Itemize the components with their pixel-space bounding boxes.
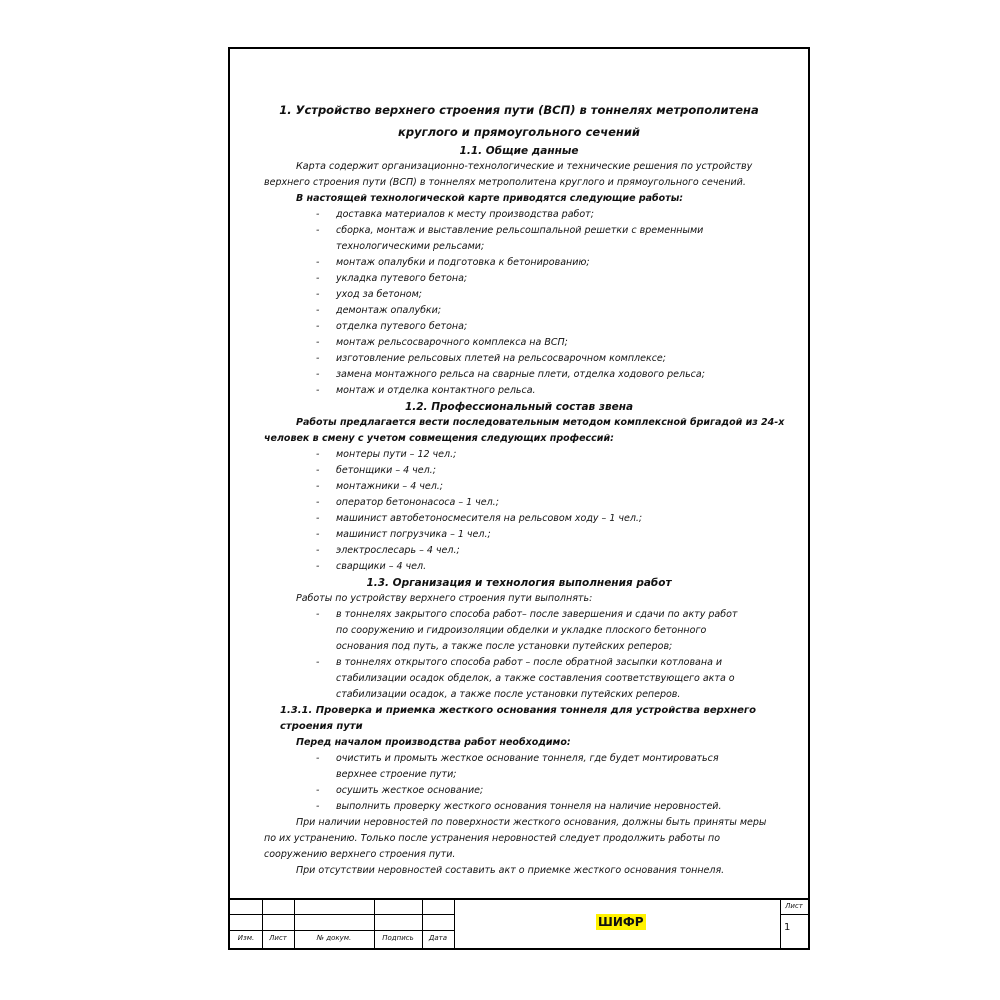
section-1-2-heading: 1.2. Профессиональный состав звена bbox=[404, 401, 634, 413]
list-item: - бетонщики – 4 чел.; bbox=[316, 465, 436, 476]
list-item-text: доставка материалов к месту производства работ; bbox=[336, 209, 594, 220]
list-item-text: монтаж рельсосварочного комплекса на ВСП; bbox=[336, 337, 568, 348]
list-item-text: сварщики – 4 чел. bbox=[336, 561, 427, 572]
stamp-row-line bbox=[230, 914, 454, 915]
section-1-2-lead: Работы предлагается вести последовательным методом комплексной бригадой из 24-х человек в смену с учетом совмещения следующих профессий: bbox=[264, 417, 785, 444]
list-item-text: очистить и промыть жесткое основание тоннеля, где будет монтироваться верхнее строение пути; bbox=[336, 753, 719, 780]
list-item: - отделка путевого бетона; bbox=[316, 321, 468, 332]
list-item-text: осушить жесткое основание; bbox=[336, 785, 484, 796]
conditions-list bbox=[230, 607, 808, 703]
section-1-3-1-paragraph-2: При отсутствии неровностей составить акт о приемке жесткого основания тоннеля. bbox=[296, 865, 725, 876]
prep-list bbox=[230, 751, 808, 815]
list-item: - доставка материалов к месту производства работ; bbox=[316, 209, 594, 220]
works-list bbox=[230, 207, 808, 399]
list-item: - машинист автобетоносмесителя на рельсовом ходу – 1 чел.; bbox=[316, 513, 643, 524]
document-body bbox=[230, 99, 808, 879]
list-item-text: машинист погрузчика – 1 чел.; bbox=[336, 529, 491, 540]
list-item: - укладка путевого бетона; bbox=[316, 273, 468, 284]
list-item: - машинист погрузчика – 1 чел.; bbox=[316, 529, 491, 540]
list-item-text: уход за бетоном; bbox=[336, 289, 422, 300]
list-item-text: изготовление рельсовых плетей на рельсосварочном комплексе; bbox=[336, 353, 666, 364]
section-1-3-heading: 1.3. Организация и технология выполнения работ bbox=[366, 577, 672, 589]
list-item: - в тоннелях закрытого способа работ– после завершения и сдачи по акту работ по сооружению и гидроизоляции обделки и укладке плоского бетонного основания под путь, а также после установки путейских реперов; bbox=[316, 609, 738, 652]
stamp-label-doc-no: № докум. bbox=[316, 934, 352, 942]
list-item-text: монтеры пути – 12 чел.; bbox=[336, 449, 457, 460]
document-sheet bbox=[228, 47, 810, 950]
list-item: - уход за бетоном; bbox=[316, 289, 422, 300]
list-item: - монтаж опалубки и подготовка к бетонированию; bbox=[316, 257, 590, 268]
list-item-text: в тоннелях открытого способа работ – после обратной засыпки котлована и стабилизации осадок обделок, а также составления соответствующего акта о стабилизации осадок, а также после установки путейских реперов. bbox=[336, 657, 735, 700]
list-item: - сборка, монтаж и выставление рельсошпальной решетки с временными технологическими рельсами; bbox=[316, 225, 704, 252]
section-1-3-1-lead: Перед началом производства работ необходимо: bbox=[296, 737, 571, 748]
title-block bbox=[230, 898, 808, 948]
section-1-1-paragraph: Карта содержит организационно-технологические и технические решения по устройству верхнего строения пути (ВСП) в тоннелях метрополитена круглого и прямоугольного сечений. bbox=[264, 161, 753, 188]
list-item: - в тоннелях открытого способа работ – после обратной засыпки котлована и стабилизации осадок обделок, а также составления соответствующего акта о стабилизации осадок, а также после установки путейских реперов. bbox=[316, 657, 735, 700]
list-item-text: отделка путевого бетона; bbox=[336, 321, 468, 332]
list-item-text: электрослесарь – 4 чел.; bbox=[336, 545, 460, 556]
list-item: - монтаж и отделка контактного рельса. bbox=[316, 385, 536, 396]
list-item-text: монтаж и отделка контактного рельса. bbox=[336, 385, 536, 396]
stamp-label-date: Дата bbox=[428, 934, 448, 942]
list-item: - сварщики – 4 чел. bbox=[316, 561, 427, 572]
list-item-text: машинист автобетоносмесителя на рельсовом ходу – 1 чел.; bbox=[336, 513, 643, 524]
list-item: - очистить и промыть жесткое основание тоннеля, где будет монтироваться верхнее строение пути; bbox=[316, 753, 719, 780]
list-item: - оператор бетононасоса – 1 чел.; bbox=[316, 497, 499, 508]
page-title: 1. Устройство верхнего строения пути (ВСП) в тоннелях метрополитена круглого и прямоугольного сечений bbox=[279, 103, 759, 139]
list-item: - монтеры пути – 12 чел.; bbox=[316, 449, 457, 460]
list-item-text: в тоннелях закрытого способа работ– после завершения и сдачи по акту работ по сооружению и гидроизоляции обделки и укладке плоского бетонного основания под путь, а также после установки путейских реперов; bbox=[336, 609, 738, 652]
list-item-text: замена монтажного рельса на сварные плети, отделка ходового рельса; bbox=[336, 369, 705, 380]
list-item: - осушить жесткое основание; bbox=[316, 785, 484, 796]
list-item: - монтажники – 4 чел.; bbox=[316, 481, 444, 492]
section-1-3-1-paragraph-1: При наличии неровностей по поверхности жесткого основания, должны быть приняты меры по их устранению. Только после устранения неровностей следует продолжить работы по сооружению верхнего строения пути. bbox=[264, 817, 767, 860]
list-item-text: оператор бетононасоса – 1 чел.; bbox=[336, 497, 499, 508]
section-1-1-heading: 1.1. Общие данные bbox=[459, 145, 579, 157]
stamp-row-line bbox=[230, 930, 454, 931]
list-item: - электрослесарь – 4 чел.; bbox=[316, 545, 460, 556]
list-item-text: сборка, монтаж и выставление рельсошпальной решетки с временными технологическими рельсами; bbox=[336, 225, 704, 252]
list-item-text: выполнить проверку жесткого основания тоннеля на наличие неровностей. bbox=[336, 801, 722, 812]
list-item-text: демонтаж опалубки; bbox=[336, 305, 442, 316]
list-item-text: монтаж опалубки и подготовка к бетонированию; bbox=[336, 257, 590, 268]
stamp-col-line bbox=[454, 900, 455, 948]
section-1-3-1-heading: 1.3.1. Проверка и приемка жесткого основания тоннеля для устройства верхнего строения пути bbox=[280, 705, 756, 732]
stamp-row-line bbox=[780, 914, 808, 915]
stamp-label-sheet: Лист bbox=[269, 934, 287, 942]
list-item: - демонтаж опалубки; bbox=[316, 305, 442, 316]
list-item: - выполнить проверку жесткого основания тоннеля на наличие неровностей. bbox=[316, 801, 722, 812]
list-item: - изготовление рельсовых плетей на рельсосварочном комплексе; bbox=[316, 353, 666, 364]
section-1-1-lead: В настоящей технологической карте приводятся следующие работы: bbox=[296, 193, 684, 204]
stamp-label-change: Изм. bbox=[237, 934, 255, 942]
stamp-label-signature: Подпись bbox=[382, 934, 414, 942]
list-item: - замена монтажного рельса на сварные плети, отделка ходового рельса; bbox=[316, 369, 705, 380]
list-item: - монтаж рельсосварочного комплекса на ВСП; bbox=[316, 337, 568, 348]
list-item-text: бетонщики – 4 чел.; bbox=[336, 465, 436, 476]
sheet-number: 1 bbox=[784, 922, 791, 933]
list-item-text: монтажники – 4 чел.; bbox=[336, 481, 444, 492]
stamp-label-sheet-right: Лист bbox=[785, 902, 803, 910]
list-item-text: укладка путевого бетона; bbox=[336, 273, 468, 284]
crew-list bbox=[230, 447, 808, 575]
document-code: ШИФР bbox=[598, 915, 644, 929]
section-1-3-lead: Работы по устройству верхнего строения пути выполнять: bbox=[296, 593, 593, 604]
